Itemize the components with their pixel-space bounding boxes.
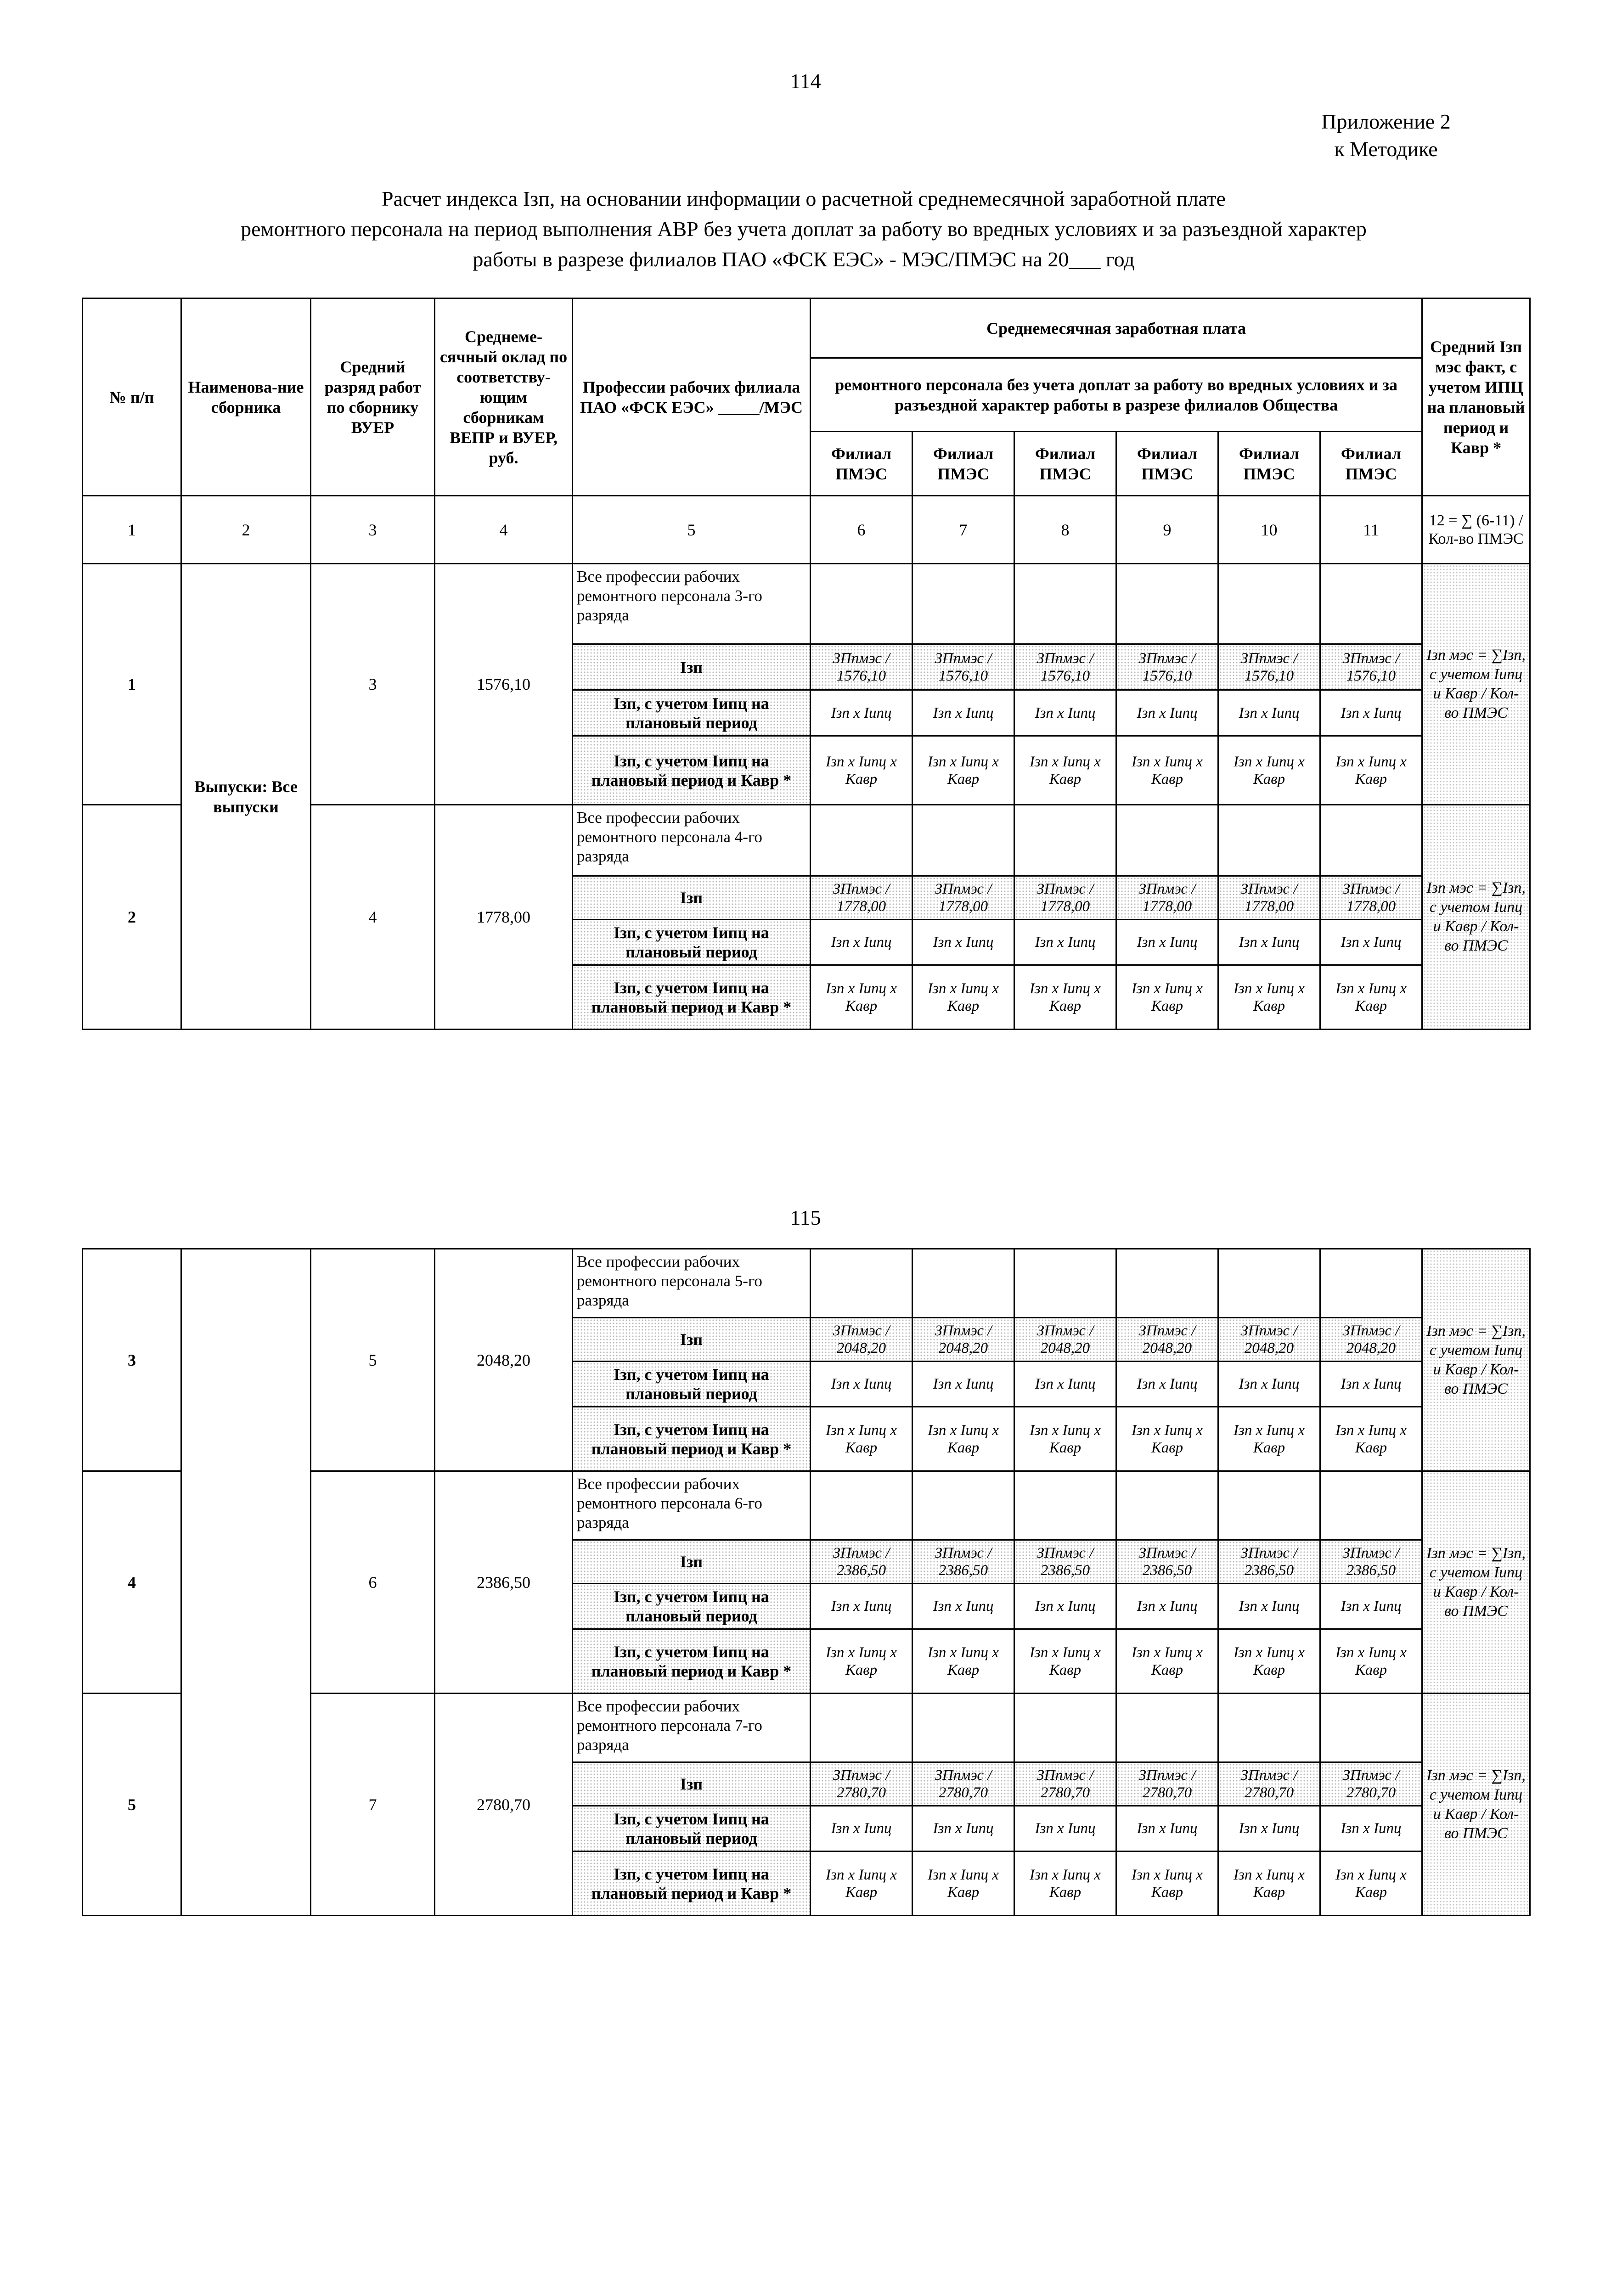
header-branch: Филиал ПМЭС bbox=[811, 432, 913, 496]
izp-cell: ЗПпмэс / 1778,00 bbox=[1218, 876, 1320, 920]
header-grade: Средний разряд работ по сборнику ВУЕР bbox=[311, 298, 435, 496]
izp-cell: ЗПпмэс / 2780,70 bbox=[1218, 1762, 1320, 1806]
header-fact: Средний Iзп мэс факт, с учетом ИПЦ на плановый период и Кавр * bbox=[1422, 298, 1530, 496]
column-index: 4 bbox=[435, 496, 573, 564]
kavr-cell: Iзп x Iипц x Кавр bbox=[1320, 965, 1422, 1030]
kavr-cell: Iзп x Iипц x Кавр bbox=[811, 1407, 913, 1471]
appendix-line: к Методике bbox=[1334, 137, 1438, 161]
row-label-izp-ipc: Iзп, с учетом Iипц на плановый период bbox=[573, 920, 811, 965]
row-label-izp-ipc: Iзп, с учетом Iипц на плановый период bbox=[573, 1584, 811, 1629]
collection-name: Выпуски: Все выпуски bbox=[181, 564, 311, 1030]
header-branch: Филиал ПМЭС bbox=[1014, 432, 1116, 496]
izp-cell: ЗПпмэс / 1778,00 bbox=[1116, 876, 1218, 920]
fact-formula: Iзп мэс = ∑Iзп, с учетом Iипц и Кавр / Кол-во ПМЭС bbox=[1422, 1249, 1530, 1471]
ipc-cell: Iзп x Iипц bbox=[1014, 1584, 1116, 1629]
kavr-cell: Iзп x Iипц x Кавр bbox=[1014, 1629, 1116, 1694]
row-label-izp: Iзп bbox=[573, 644, 811, 690]
kavr-cell: Iзп x Iипц x Кавр bbox=[811, 965, 913, 1030]
kavr-cell: Iзп x Iипц x Кавр bbox=[1116, 1407, 1218, 1471]
profession-text: Все профессии рабочих ремонтного персонала 5-го разряда bbox=[573, 1249, 811, 1318]
title-line: работы в разрезе филиалов ПАО «ФСК ЕЭС» - МЭС/ПМЭС на 20___ год bbox=[473, 248, 1135, 271]
column-index: 5 bbox=[573, 496, 811, 564]
profession-text: Все профессии рабочих ремонтного персонала 4-го разряда bbox=[573, 805, 811, 876]
kavr-cell: Iзп x Iипц x Кавр bbox=[1320, 1407, 1422, 1471]
kavr-cell: Iзп x Iипц x Кавр bbox=[1116, 1851, 1218, 1916]
izp-cell: ЗПпмэс / 1576,10 bbox=[1218, 644, 1320, 690]
ipc-cell: Iзп x Iипц bbox=[1320, 1362, 1422, 1407]
kavr-cell: Iзп x Iипц x Кавр bbox=[1014, 1407, 1116, 1471]
kavr-cell: Iзп x Iипц x Кавр bbox=[913, 965, 1014, 1030]
ipc-cell: Iзп x Iипц bbox=[913, 920, 1014, 965]
grade-value: 4 bbox=[311, 805, 435, 1030]
grade-value: 7 bbox=[311, 1694, 435, 1916]
title-line: Расчет индекса Iзп, на основании информации о расчетной среднемесячной заработной плате bbox=[382, 187, 1226, 210]
header-collection: Наименова-ние сборника bbox=[181, 298, 311, 496]
kavr-cell: Iзп x Iипц x Кавр bbox=[1014, 1851, 1116, 1916]
appendix-line: Приложение 2 bbox=[1321, 110, 1451, 133]
ipc-cell: Iзп x Iипц bbox=[1116, 1362, 1218, 1407]
izp-cell: ЗПпмэс / 2780,70 bbox=[913, 1762, 1014, 1806]
ipc-cell: Iзп x Iипц bbox=[811, 690, 913, 736]
ipc-cell: Iзп x Iипц bbox=[913, 1584, 1014, 1629]
profession-text: Все профессии рабочих ремонтного персонала 6-го разряда bbox=[573, 1471, 811, 1540]
ipc-cell: Iзп x Iипц bbox=[1116, 1584, 1218, 1629]
row-label-izp: Iзп bbox=[573, 876, 811, 920]
ipc-cell: Iзп x Iипц bbox=[1320, 1806, 1422, 1851]
kavr-cell: Iзп x Iипц x Кавр bbox=[1116, 736, 1218, 805]
izp-cell: ЗПпмэс / 1576,10 bbox=[1116, 644, 1218, 690]
fact-formula: Iзп мэс = ∑Iзп, с учетом Iипц и Кавр / Кол-во ПМЭС bbox=[1422, 1694, 1530, 1916]
column-index: 1 bbox=[83, 496, 181, 564]
ipc-cell: Iзп x Iипц bbox=[1116, 1806, 1218, 1851]
kavr-cell: Iзп x Iипц x Кавр bbox=[913, 736, 1014, 805]
row-label-izp-ipc: Iзп, с учетом Iипц на плановый период bbox=[573, 690, 811, 736]
izp-cell: ЗПпмэс / 1576,10 bbox=[1014, 644, 1116, 690]
salary-value: 2048,20 bbox=[435, 1249, 573, 1471]
kavr-cell: Iзп x Iипц x Кавр bbox=[1320, 1629, 1422, 1694]
ipc-cell: Iзп x Iипц bbox=[1218, 920, 1320, 965]
header-subgroup: ремонтного персонала без учета доплат за работу во вредных условиях и за разъездной характер работы в разрезе филиалов Общества bbox=[811, 358, 1422, 432]
kavr-cell: Iзп x Iипц x Кавр bbox=[1218, 1407, 1320, 1471]
column-index: 2 bbox=[181, 496, 311, 564]
izp-cell: ЗПпмэс / 1778,00 bbox=[811, 876, 913, 920]
ipc-cell: Iзп x Iипц bbox=[1014, 690, 1116, 736]
kavr-cell: Iзп x Iипц x Кавр bbox=[913, 1407, 1014, 1471]
page-number: 115 bbox=[790, 1206, 821, 1229]
collection-empty bbox=[181, 1249, 311, 1916]
ipc-cell: Iзп x Iипц bbox=[1320, 920, 1422, 965]
kavr-cell: Iзп x Iипц x Кавр bbox=[1218, 965, 1320, 1030]
ipc-cell: Iзп x Iипц bbox=[913, 1362, 1014, 1407]
row-label-izp-ipc-kavr: Iзп, с учетом Iипц на плановый период и Кавр * bbox=[573, 965, 811, 1030]
row-label-izp-ipc-kavr: Iзп, с учетом Iипц на плановый период и Кавр * bbox=[573, 1629, 811, 1694]
izp-cell: ЗПпмэс / 1778,00 bbox=[1320, 876, 1422, 920]
kavr-cell: Iзп x Iипц x Кавр bbox=[1116, 1629, 1218, 1694]
kavr-cell: Iзп x Iипц x Кавр bbox=[913, 1629, 1014, 1694]
ipc-cell: Iзп x Iипц bbox=[1218, 1806, 1320, 1851]
ipc-cell: Iзп x Iипц bbox=[811, 1806, 913, 1851]
izp-cell: ЗПпмэс / 2386,50 bbox=[811, 1540, 913, 1584]
header-branch: Филиал ПМЭС bbox=[1116, 432, 1218, 496]
kavr-cell: Iзп x Iипц x Кавр bbox=[1014, 965, 1116, 1030]
header-group: Среднемесячная заработная плата bbox=[811, 298, 1422, 358]
grade-value: 6 bbox=[311, 1471, 435, 1694]
row-label-izp: Iзп bbox=[573, 1318, 811, 1362]
izp-cell: ЗПпмэс / 1576,10 bbox=[1320, 644, 1422, 690]
row-label-izp-ipc-kavr: Iзп, с учетом Iипц на плановый период и Кавр * bbox=[573, 1851, 811, 1916]
kavr-cell: Iзп x Iипц x Кавр bbox=[1320, 736, 1422, 805]
row-label-izp: Iзп bbox=[573, 1762, 811, 1806]
kavr-cell: Iзп x Iипц x Кавр bbox=[1320, 1851, 1422, 1916]
ipc-cell: Iзп x Iипц bbox=[1218, 1584, 1320, 1629]
row-label-izp-ipc: Iзп, с учетом Iипц на плановый период bbox=[573, 1806, 811, 1851]
salary-value: 1778,00 bbox=[435, 805, 573, 1030]
row-number: 3 bbox=[83, 1249, 181, 1471]
ipc-cell: Iзп x Iипц bbox=[1014, 920, 1116, 965]
table-part-1 bbox=[82, 298, 1531, 1030]
ipc-cell: Iзп x Iипц bbox=[913, 690, 1014, 736]
column-index: 11 bbox=[1320, 496, 1422, 564]
kavr-cell: Iзп x Iипц x Кавр bbox=[913, 1851, 1014, 1916]
izp-cell: ЗПпмэс / 2780,70 bbox=[1014, 1762, 1116, 1806]
izp-cell: ЗПпмэс / 2386,50 bbox=[1320, 1540, 1422, 1584]
kavr-cell: Iзп x Iипц x Кавр bbox=[1116, 965, 1218, 1030]
izp-cell: ЗПпмэс / 2048,20 bbox=[1014, 1318, 1116, 1362]
column-index: 7 bbox=[913, 496, 1014, 564]
izp-cell: ЗПпмэс / 1778,00 bbox=[1014, 876, 1116, 920]
izp-cell: ЗПпмэс / 2048,20 bbox=[913, 1318, 1014, 1362]
row-label-izp-ipc-kavr: Iзп, с учетом Iипц на плановый период и Кавр * bbox=[573, 1407, 811, 1471]
row-label-izp: Iзп bbox=[573, 1540, 811, 1584]
salary-value: 2780,70 bbox=[435, 1694, 573, 1916]
ipc-cell: Iзп x Iипц bbox=[1218, 1362, 1320, 1407]
kavr-cell: Iзп x Iипц x Кавр bbox=[811, 736, 913, 805]
row-number: 4 bbox=[83, 1471, 181, 1694]
ipc-cell: Iзп x Iипц bbox=[1014, 1362, 1116, 1407]
column-index: 3 bbox=[311, 496, 435, 564]
ipc-cell: Iзп x Iипц bbox=[811, 920, 913, 965]
header-salary: Среднеме-сячный оклад по соответству-ющим сборникам ВЕПР и ВУЕР, руб. bbox=[435, 298, 573, 496]
ipc-cell: Iзп x Iипц bbox=[1116, 920, 1218, 965]
row-number: 2 bbox=[83, 805, 181, 1030]
column-index: 8 bbox=[1014, 496, 1116, 564]
title-line: ремонтного персонала на период выполнения АВР без учета доплат за работу во вредных условиях и за разъездной характер bbox=[241, 217, 1367, 241]
izp-cell: ЗПпмэс / 2386,50 bbox=[913, 1540, 1014, 1584]
salary-value: 1576,10 bbox=[435, 564, 573, 805]
ipc-cell: Iзп x Iипц bbox=[1014, 1806, 1116, 1851]
row-number: 1 bbox=[83, 564, 181, 805]
profession-text: Все профессии рабочих ремонтного персонала 7-го разряда bbox=[573, 1694, 811, 1762]
fact-formula: Iзп мэс = ∑Iзп, с учетом Iипц и Кавр / Кол-во ПМЭС bbox=[1422, 805, 1530, 1030]
document-title bbox=[92, 184, 1515, 275]
kavr-cell: Iзп x Iипц x Кавр bbox=[1218, 1629, 1320, 1694]
izp-cell: ЗПпмэс / 2048,20 bbox=[1116, 1318, 1218, 1362]
ipc-cell: Iзп x Iипц bbox=[811, 1584, 913, 1629]
kavr-cell: Iзп x Iипц x Кавр bbox=[1218, 1851, 1320, 1916]
grade-value: 5 bbox=[311, 1249, 435, 1471]
column-index: 9 bbox=[1116, 496, 1218, 564]
ipc-cell: Iзп x Iипц bbox=[1320, 1584, 1422, 1629]
izp-cell: ЗПпмэс / 2386,50 bbox=[1218, 1540, 1320, 1584]
table-part-2 bbox=[82, 1248, 1531, 1916]
izp-cell: ЗПпмэс / 2048,20 bbox=[1218, 1318, 1320, 1362]
header-profession: Профессии рабочих филиала ПАО «ФСК ЕЭС» _____/МЭС bbox=[573, 298, 811, 496]
fact-formula: Iзп мэс = ∑Iзп, с учетом Iипц и Кавр / Кол-во ПМЭС bbox=[1422, 1471, 1530, 1694]
izp-cell: ЗПпмэс / 2048,20 bbox=[1320, 1318, 1422, 1362]
header-branch: Филиал ПМЭС bbox=[1320, 432, 1422, 496]
kavr-cell: Iзп x Iипц x Кавр bbox=[1014, 736, 1116, 805]
kavr-cell: Iзп x Iипц x Кавр bbox=[811, 1629, 913, 1694]
header-number: № п/п bbox=[83, 298, 181, 496]
izp-cell: ЗПпмэс / 2780,70 bbox=[1320, 1762, 1422, 1806]
column-index: 12 = ∑ (6-11) / Кол-во ПМЭС bbox=[1422, 496, 1530, 564]
ipc-cell: Iзп x Iипц bbox=[913, 1806, 1014, 1851]
ipc-cell: Iзп x Iипц bbox=[1218, 690, 1320, 736]
izp-cell: ЗПпмэс / 2780,70 bbox=[1116, 1762, 1218, 1806]
row-label-izp-ipc-kavr: Iзп, с учетом Iипц на плановый период и Кавр * bbox=[573, 736, 811, 805]
izp-cell: ЗПпмэс / 2386,50 bbox=[1014, 1540, 1116, 1584]
salary-value: 2386,50 bbox=[435, 1471, 573, 1694]
header-branch: Филиал ПМЭС bbox=[1218, 432, 1320, 496]
kavr-cell: Iзп x Iипц x Кавр bbox=[811, 1851, 913, 1916]
column-index: 6 bbox=[811, 496, 913, 564]
ipc-cell: Iзп x Iипц bbox=[1320, 690, 1422, 736]
column-index: 10 bbox=[1218, 496, 1320, 564]
header-branch: Филиал ПМЭС bbox=[913, 432, 1014, 496]
row-label-izp-ipc: Iзп, с учетом Iипц на плановый период bbox=[573, 1362, 811, 1407]
izp-cell: ЗПпмэс / 1576,10 bbox=[913, 644, 1014, 690]
kavr-cell: Iзп x Iипц x Кавр bbox=[1218, 736, 1320, 805]
row-number: 5 bbox=[83, 1694, 181, 1916]
ipc-cell: Iзп x Iипц bbox=[811, 1362, 913, 1407]
izp-cell: ЗПпмэс / 1576,10 bbox=[811, 644, 913, 690]
profession-text: Все профессии рабочих ремонтного персонала 3-го разряда bbox=[573, 564, 811, 644]
fact-formula: Iзп мэс = ∑Iзп, с учетом Iипц и Кавр / Кол-во ПМЭС bbox=[1422, 564, 1530, 805]
grade-value: 3 bbox=[311, 564, 435, 805]
appendix-label bbox=[1290, 108, 1482, 163]
page-number: 114 bbox=[790, 69, 821, 93]
izp-cell: ЗПпмэс / 2048,20 bbox=[811, 1318, 913, 1362]
izp-cell: ЗПпмэс / 2780,70 bbox=[811, 1762, 913, 1806]
izp-cell: ЗПпмэс / 2386,50 bbox=[1116, 1540, 1218, 1584]
ipc-cell: Iзп x Iипц bbox=[1116, 690, 1218, 736]
izp-cell: ЗПпмэс / 1778,00 bbox=[913, 876, 1014, 920]
